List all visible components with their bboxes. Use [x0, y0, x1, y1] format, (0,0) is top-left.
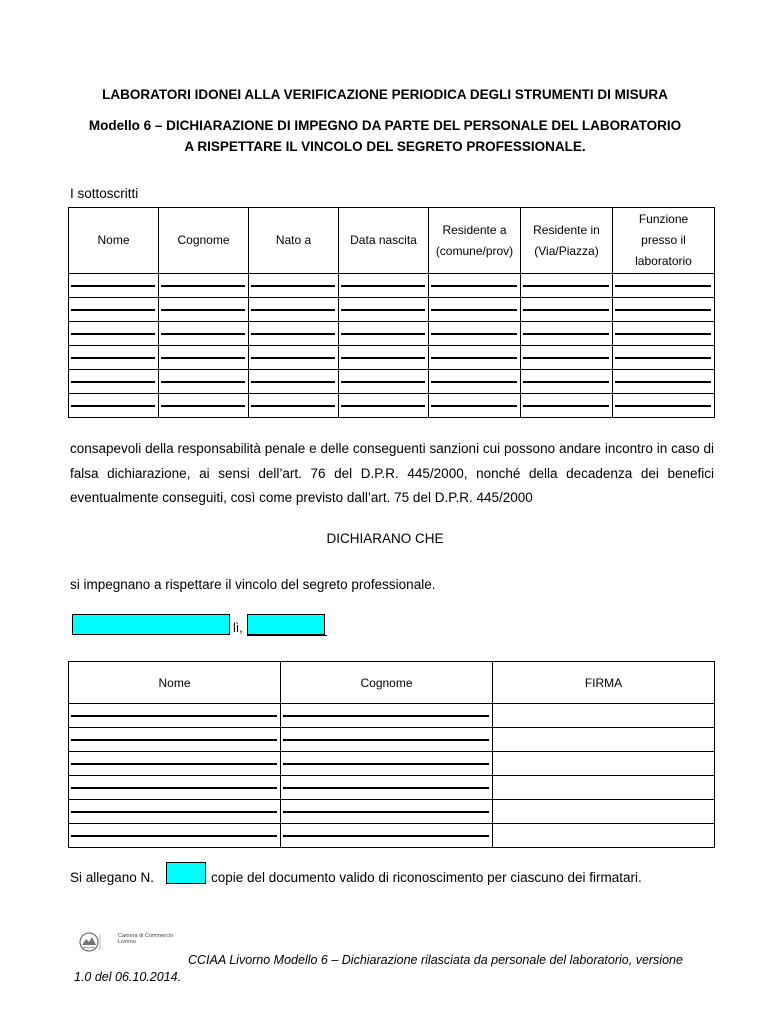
- signer-nome-field[interactable]: [71, 811, 277, 813]
- data-nascita-field[interactable]: [341, 381, 425, 383]
- nome-field[interactable]: [71, 333, 155, 335]
- table-row: [69, 704, 715, 728]
- date-field[interactable]: [247, 614, 325, 635]
- signer-nome-field[interactable]: [71, 835, 277, 837]
- attach-prefix: Si allegano N.: [70, 870, 155, 885]
- signature-cell[interactable]: [493, 824, 715, 848]
- data-nascita-field[interactable]: [341, 357, 425, 359]
- signature-cell[interactable]: [493, 728, 715, 752]
- model-subtitle: A RISPETTARE IL VINCOLO DEL SEGRETO PROFESSIONALE.: [184, 139, 586, 154]
- residente-in-field[interactable]: [523, 309, 609, 311]
- nome-field[interactable]: [71, 309, 155, 311]
- nato-a-field[interactable]: [251, 309, 335, 311]
- signers-header-row: [69, 662, 715, 704]
- footer-line-1: CCIAA Livorno Modello 6 – Dichiarazione rilasciata da personale del laboratorio, versione: [188, 953, 683, 967]
- nato-a-field[interactable]: [251, 405, 335, 407]
- data-nascita-field[interactable]: [341, 285, 425, 287]
- header-cognome: Cognome: [159, 208, 249, 274]
- signature-cell[interactable]: [493, 776, 715, 800]
- data-nascita-field[interactable]: [341, 405, 425, 407]
- funzione-field[interactable]: [615, 381, 711, 383]
- signer-nome-field[interactable]: [71, 787, 277, 789]
- signers-table: [68, 661, 715, 848]
- nato-a-field[interactable]: [251, 381, 335, 383]
- place-date-separator: lì,: [233, 621, 243, 635]
- header-cognome: Cognome: [281, 662, 493, 704]
- table-row: [69, 322, 715, 346]
- table-row: [69, 800, 715, 824]
- header-residente-a: Residente a (comune/prov): [429, 208, 521, 274]
- table-row: [69, 346, 715, 370]
- signer-nome-field[interactable]: [71, 739, 277, 741]
- cognome-field[interactable]: [161, 333, 245, 335]
- residente-in-field[interactable]: [523, 405, 609, 407]
- table-row: [69, 370, 715, 394]
- cognome-field[interactable]: [161, 381, 245, 383]
- footer-line-2: 1.0 del 06.10.2014.: [74, 970, 182, 984]
- place-field[interactable]: [72, 614, 230, 635]
- table-row: [69, 752, 715, 776]
- signature-cell[interactable]: [493, 800, 715, 824]
- signer-cognome-field[interactable]: [283, 739, 489, 741]
- header-nome: Nome: [69, 208, 159, 274]
- persons-table: [68, 207, 715, 418]
- signer-cognome-field[interactable]: [283, 811, 489, 813]
- persons-header-row: [69, 208, 715, 274]
- cognome-field[interactable]: [161, 405, 245, 407]
- commitment-text: si impegnano a rispettare il vincolo del segreto professionale.: [70, 577, 436, 592]
- funzione-field[interactable]: [615, 333, 711, 335]
- funzione-field[interactable]: [615, 405, 711, 407]
- residente-a-field[interactable]: [431, 381, 517, 383]
- cognome-field[interactable]: [161, 309, 245, 311]
- nato-a-field[interactable]: [251, 357, 335, 359]
- data-nascita-field[interactable]: [341, 309, 425, 311]
- header-data-nascita: Data nascita: [339, 208, 429, 274]
- nome-field[interactable]: [71, 381, 155, 383]
- declare-heading: DICHIARANO CHE: [326, 531, 444, 546]
- residente-in-field[interactable]: [523, 381, 609, 383]
- nato-a-field[interactable]: [251, 333, 335, 335]
- residente-a-field[interactable]: [431, 285, 517, 287]
- funzione-field[interactable]: [615, 357, 711, 359]
- nato-a-field[interactable]: [251, 285, 335, 287]
- table-row: [69, 824, 715, 848]
- signer-cognome-field[interactable]: [283, 763, 489, 765]
- date-underline: [247, 635, 327, 636]
- signer-nome-field[interactable]: [71, 715, 277, 717]
- header-nato-a: Nato a: [249, 208, 339, 274]
- header-funzione: Funzione presso il laboratorio: [613, 208, 715, 274]
- signer-cognome-field[interactable]: [283, 787, 489, 789]
- nome-field[interactable]: [71, 285, 155, 287]
- header-residente-in: Residente in (Via/Piazza): [521, 208, 613, 274]
- nome-field[interactable]: [71, 357, 155, 359]
- residente-a-field[interactable]: [431, 333, 517, 335]
- residente-in-field[interactable]: [523, 333, 609, 335]
- data-nascita-field[interactable]: [341, 333, 425, 335]
- signer-nome-field[interactable]: [71, 763, 277, 765]
- responsibility-paragraph: consapevoli della responsabilità penale e delle conseguenti sanzioni cui possono andare incontro in caso di falsa dichiarazione, ai sensi dell’art. 76 del D.P.R. 445/2000, nonché della decadenza dei benefici eventualmente conseguiti, così come previsto dall’art. 75 del D.P.R. 445/2000: [70, 441, 714, 505]
- signer-cognome-field[interactable]: [283, 715, 489, 717]
- residente-in-field[interactable]: [523, 357, 609, 359]
- cognome-field[interactable]: [161, 357, 245, 359]
- funzione-field[interactable]: [615, 285, 711, 287]
- signature-cell[interactable]: [493, 752, 715, 776]
- attach-suffix: copie del documento valido di riconoscimento per ciascuno dei firmatari.: [211, 870, 642, 885]
- residente-a-field[interactable]: [431, 357, 517, 359]
- table-row: [69, 776, 715, 800]
- header-firma: FIRMA: [493, 662, 715, 704]
- header-nome: Nome: [69, 662, 281, 704]
- funzione-field[interactable]: [615, 309, 711, 311]
- logo-caption: Camera di Commercio Livorno: [118, 933, 174, 945]
- table-row: [69, 274, 715, 298]
- nome-field[interactable]: [71, 405, 155, 407]
- cognome-field[interactable]: [161, 285, 245, 287]
- model-title: Modello 6 – DICHIARAZIONE DI IMPEGNO DA PARTE DEL PERSONALE DEL LABORATORIO: [88, 118, 682, 133]
- residente-a-field[interactable]: [431, 405, 517, 407]
- document-title: LABORATORI IDONEI ALLA VERIFICAZIONE PERIODICA DEGLI STRUMENTI DI MISURA: [102, 87, 668, 102]
- intro-text: I sottoscritti: [70, 186, 139, 201]
- residente-in-field[interactable]: [523, 285, 609, 287]
- signer-cognome-field[interactable]: [283, 835, 489, 837]
- copies-count-field[interactable]: [166, 862, 206, 884]
- table-row: [69, 394, 715, 418]
- residente-a-field[interactable]: [431, 309, 517, 311]
- table-row: [69, 298, 715, 322]
- signature-cell[interactable]: [493, 704, 715, 728]
- table-row: [69, 728, 715, 752]
